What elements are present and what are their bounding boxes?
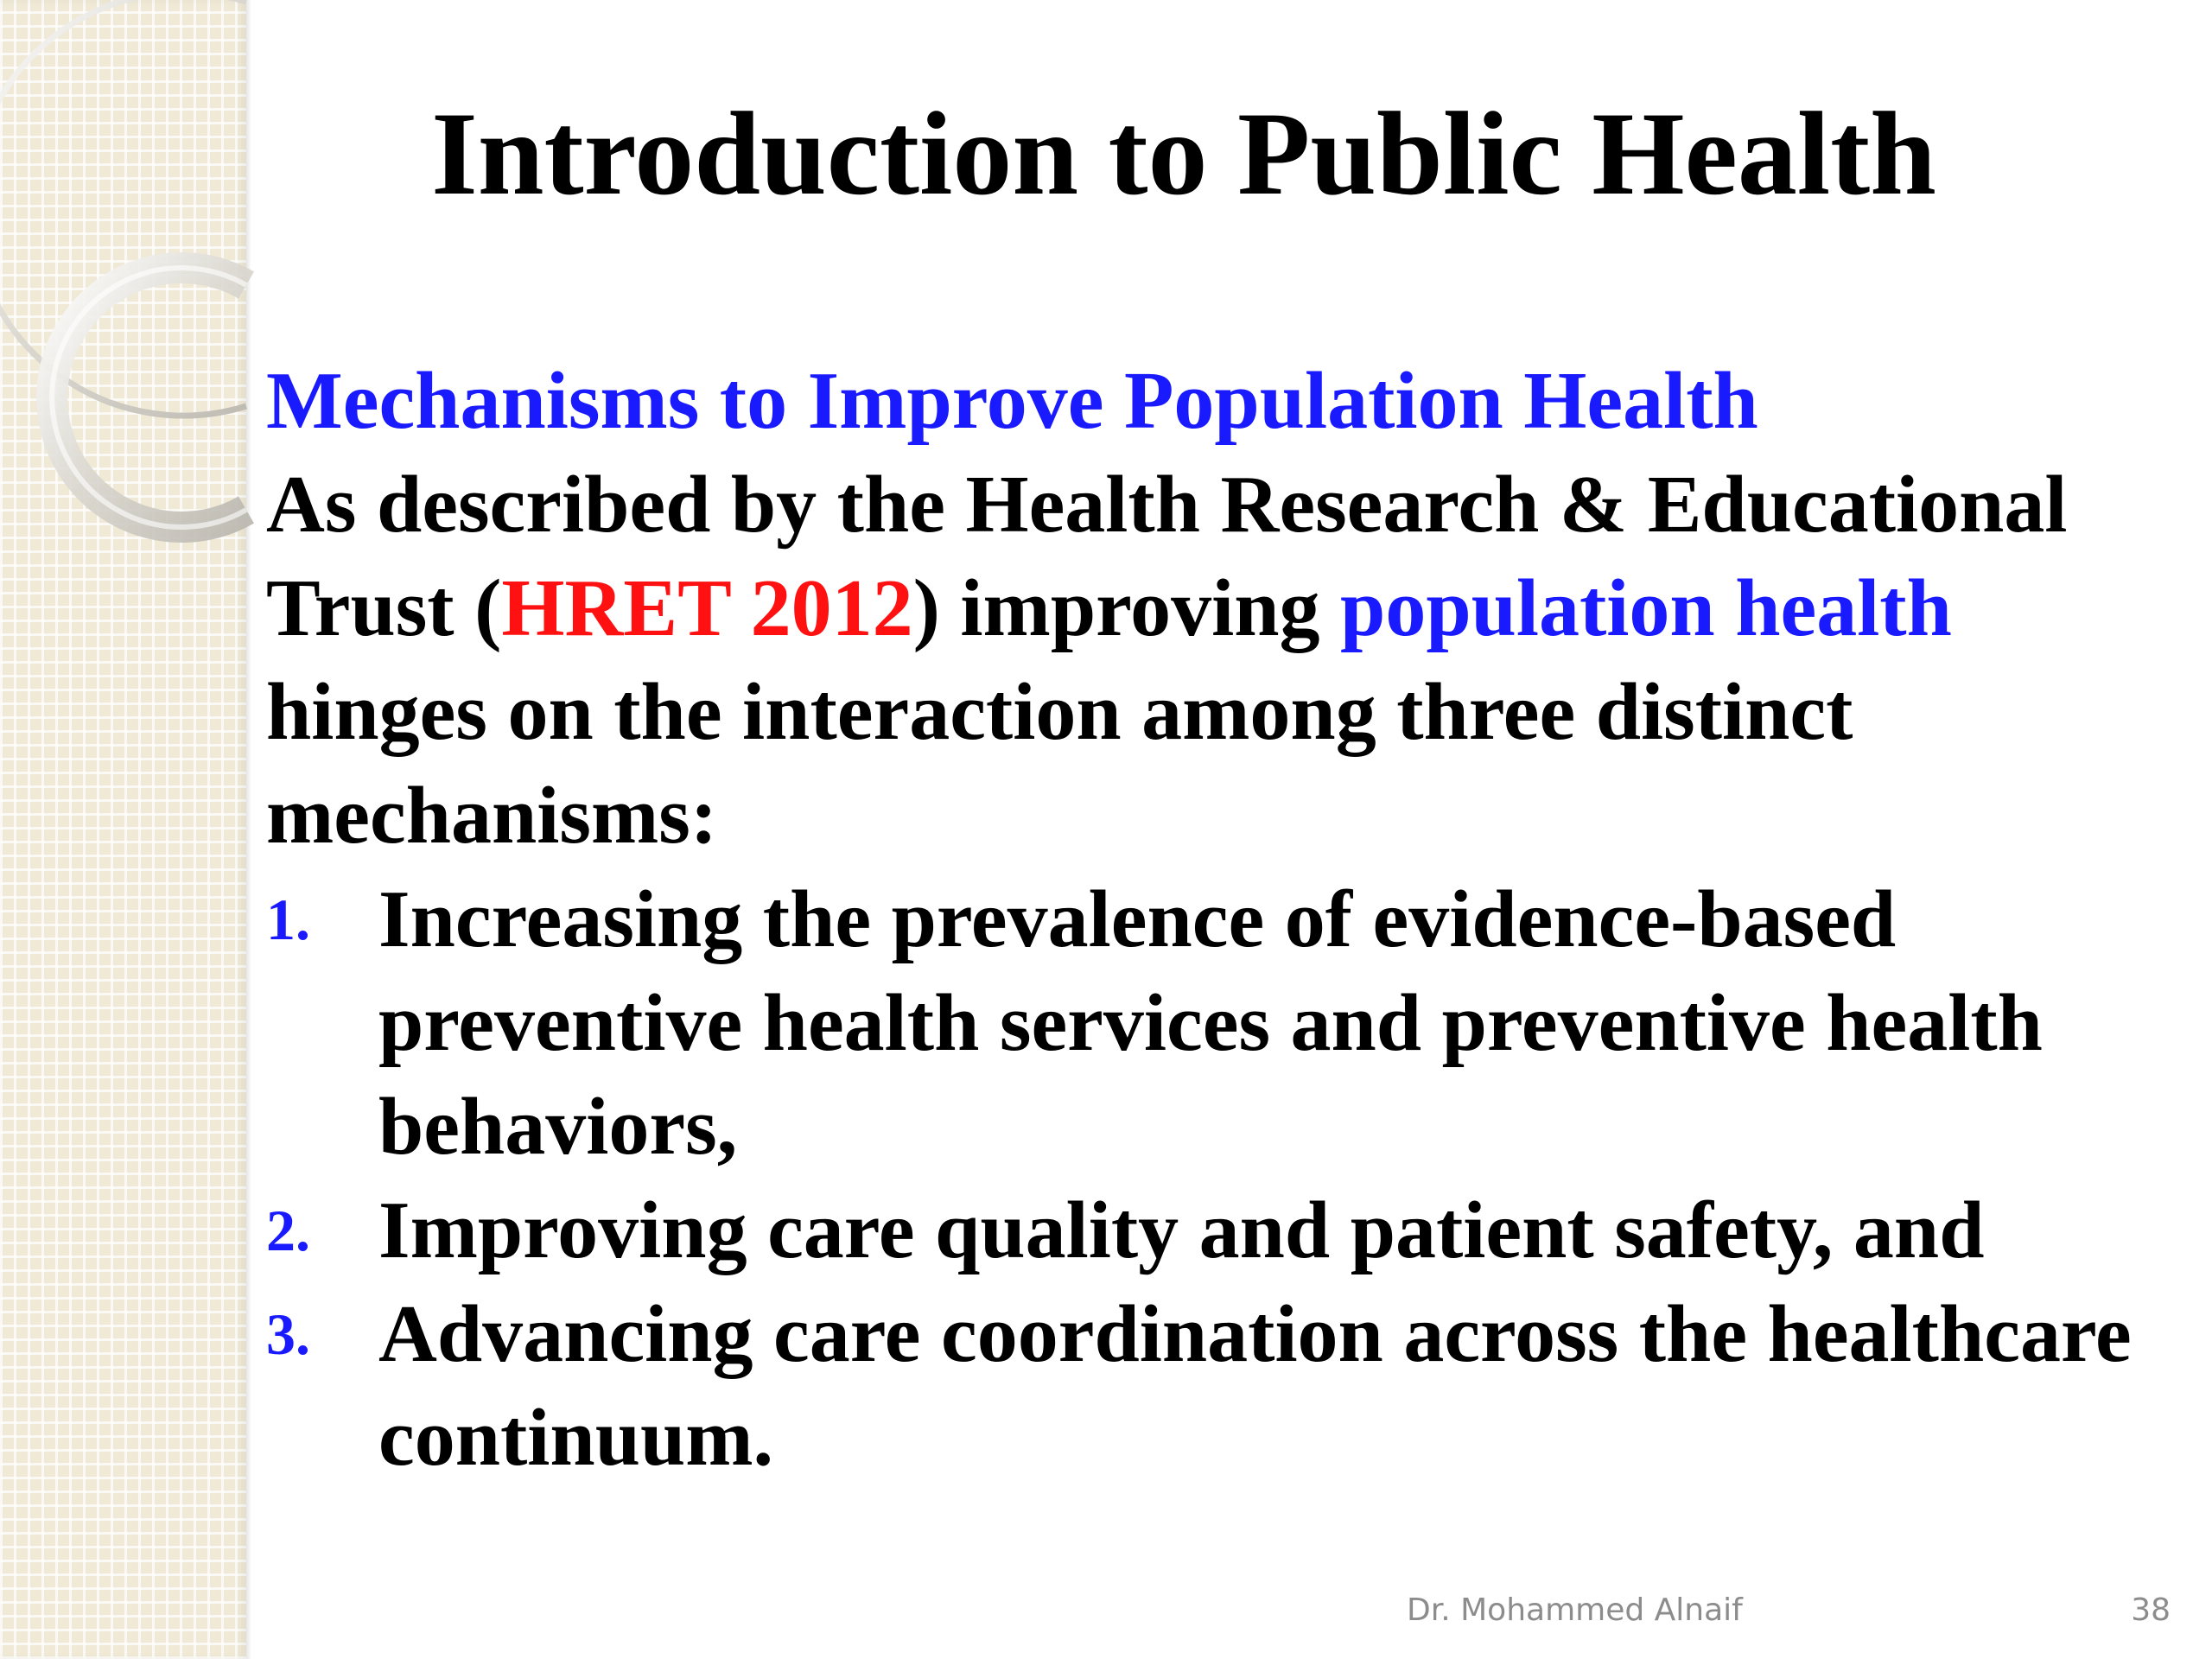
intro-text-2: ) improving [912, 563, 1341, 653]
highlight-text: population health [1340, 563, 1952, 653]
list-item [266, 1282, 2167, 1490]
footer-author: Dr. Mohammed Alnaif [1407, 1592, 1743, 1628]
list-item [266, 1179, 2167, 1282]
list-item-text: Improving care quality and patient safety, and [378, 1185, 1985, 1275]
list-item [266, 868, 2167, 1179]
slide-title: Introduction to Public Health [431, 87, 1936, 219]
list-number: 3. [266, 1301, 310, 1367]
list-number: 2. [266, 1198, 310, 1263]
ring-small [52, 268, 246, 527]
slide-body [266, 349, 2167, 1490]
list-item-text: Increasing the prevalence of evidence-based preventive health services and preventive health behaviors, [378, 874, 2043, 1172]
slide-subtitle: Mechanisms to Improve Population Health [266, 356, 1758, 446]
citation-text: HRET 2012 [501, 563, 913, 653]
intro-paragraph [266, 453, 2167, 868]
intro-text-3: hinges on the interaction among three distinct mechanisms: [266, 667, 1853, 861]
list-number: 1. [266, 887, 310, 952]
list-item-text: Advancing care coordination across the healthcare continuum. [378, 1289, 2132, 1483]
decorative-rings [0, 0, 259, 553]
page-number: 38 [2131, 1592, 2171, 1628]
mechanisms-list [266, 868, 2167, 1490]
ring-large [0, 0, 246, 416]
intro-text-1: As described by the Health Research & Educational Trust ( [266, 460, 2068, 653]
